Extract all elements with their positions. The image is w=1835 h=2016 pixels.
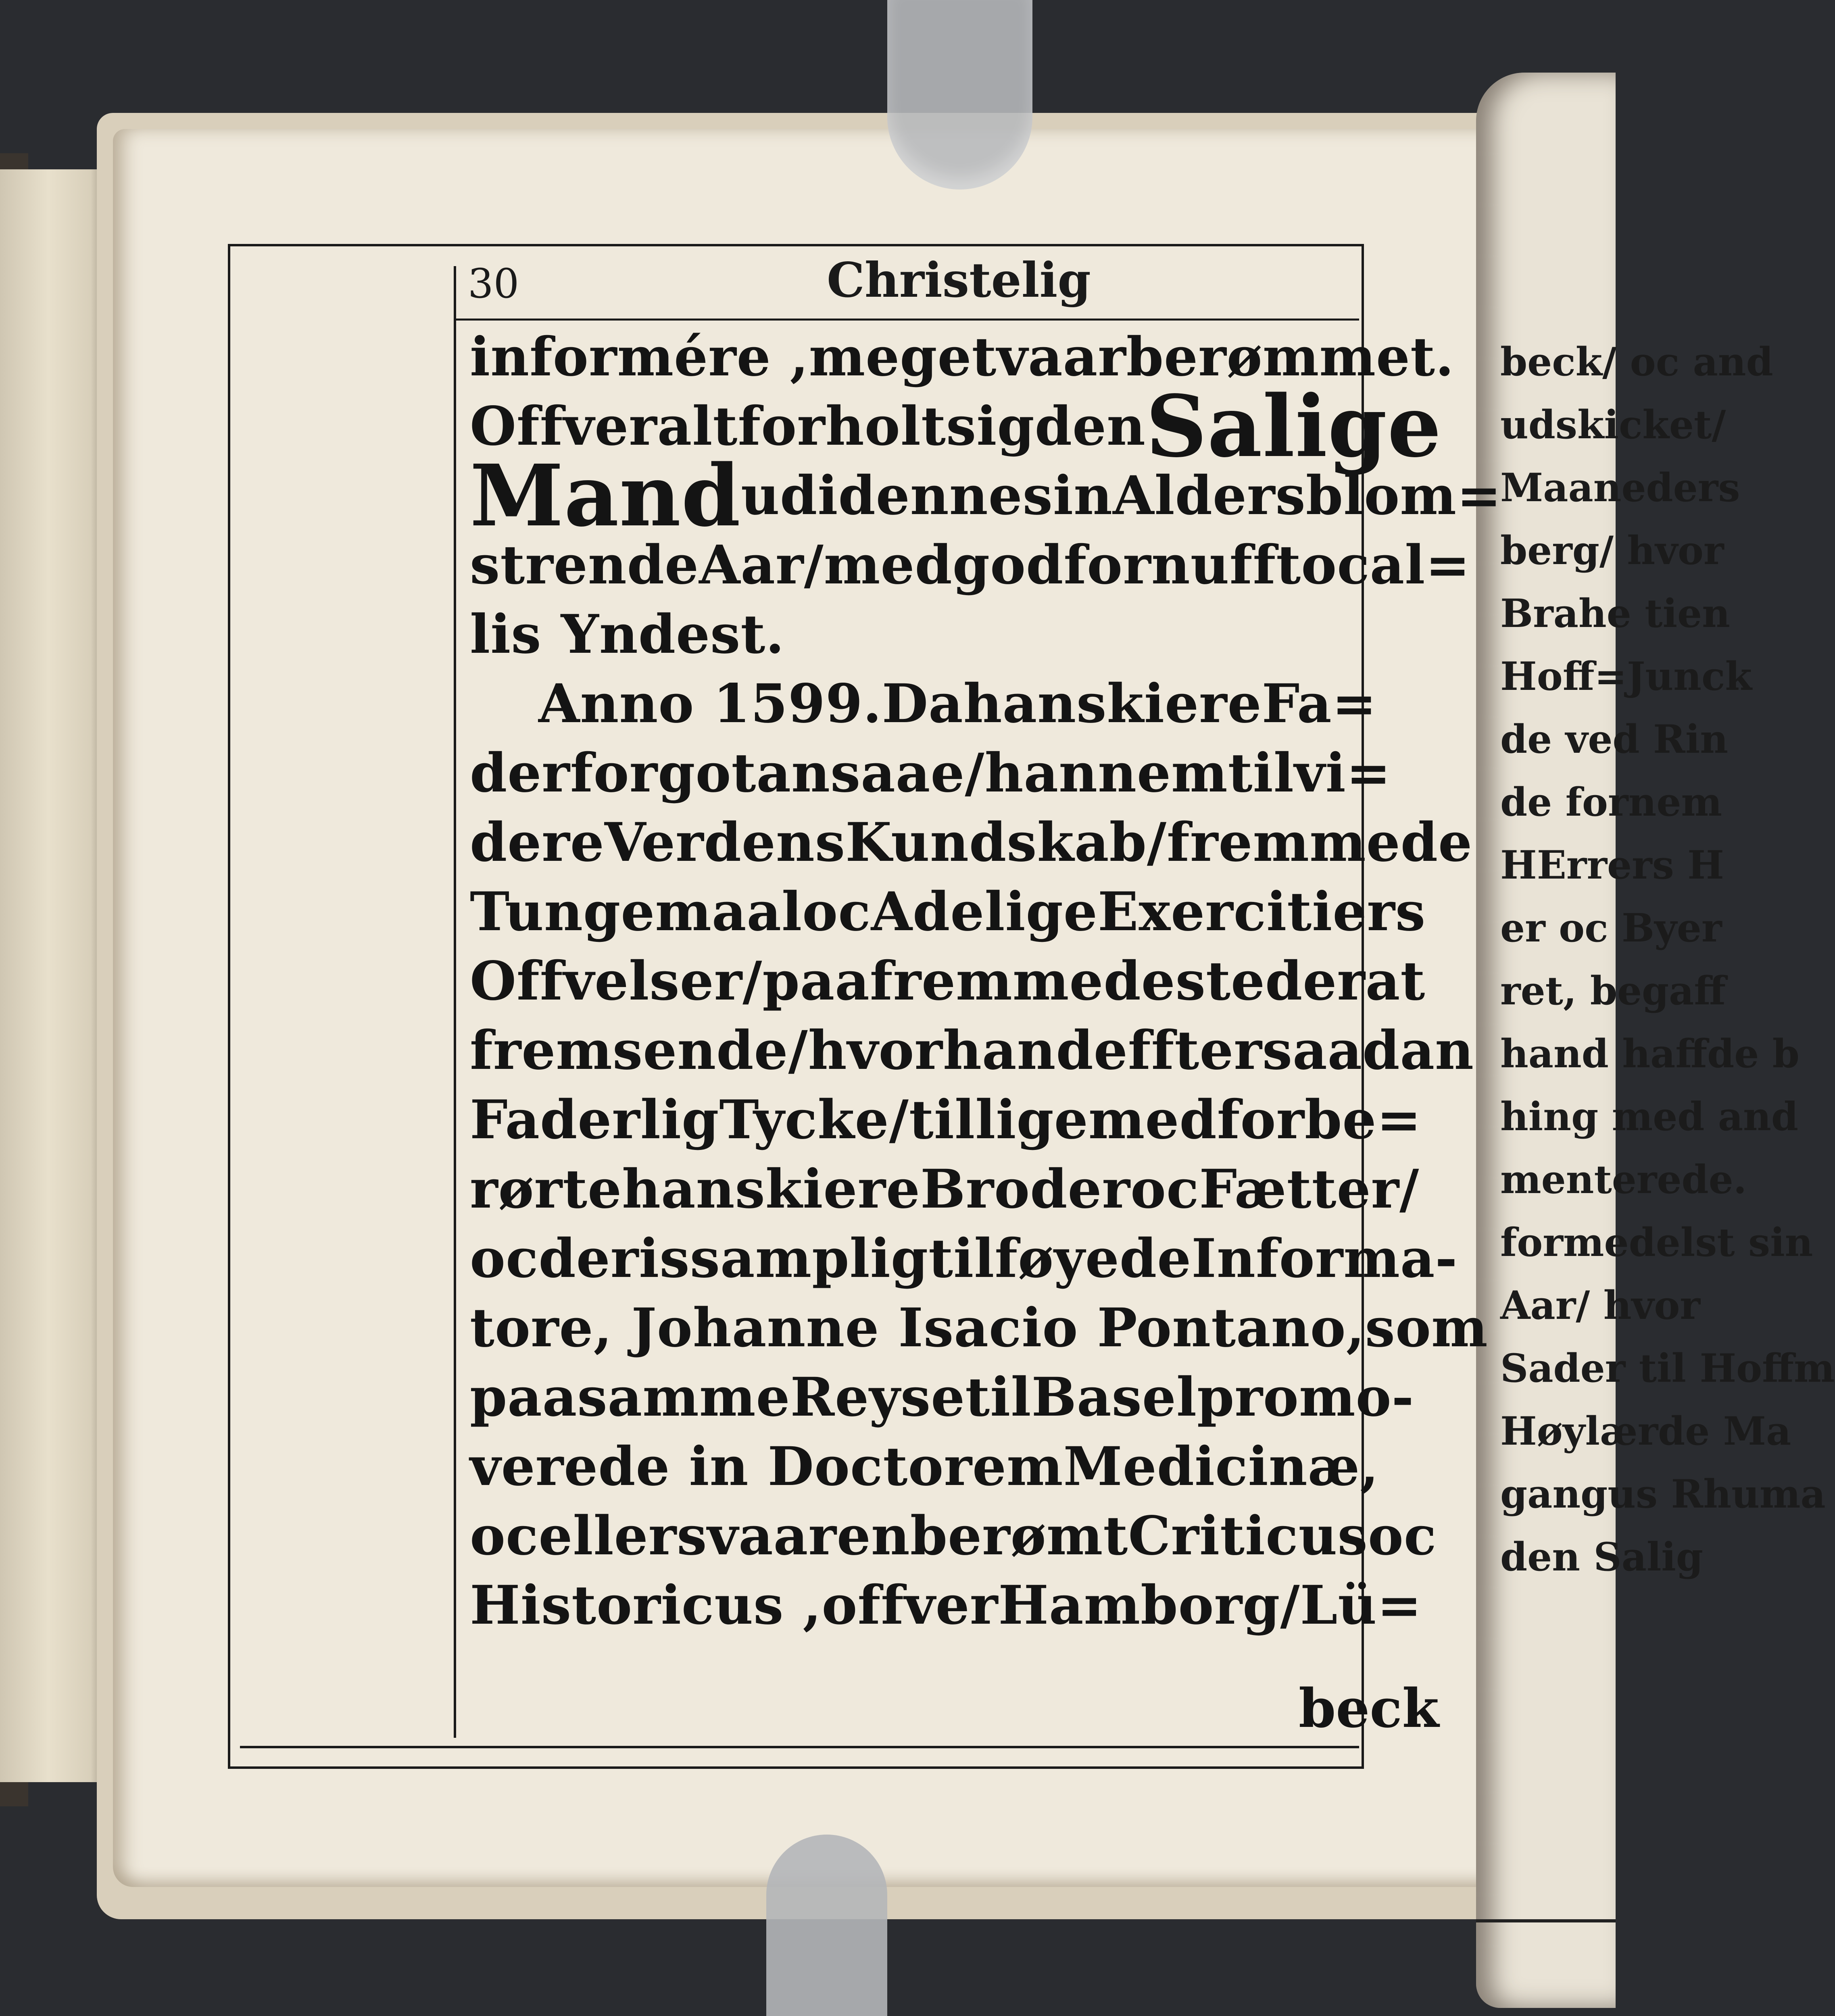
text-word: fremmede [870,950,1176,1012]
facing-page-line: hand haffde b [1500,1031,1800,1077]
text-word: Verdens [604,811,846,874]
text-word: paa [762,950,870,1012]
facing-page-line: gangus Rhuma [1500,1471,1826,1517]
text-word: Broder [920,1158,1130,1220]
text-word: Alders [1113,464,1306,527]
text-line [470,446,1502,546]
text-line [470,1155,1420,1224]
facing-page-line: Sader til Hoffm [1500,1345,1835,1391]
facing-page-line: Maaneders [1500,465,1740,510]
text-word: tore, Johanne Isacio Pontano, [470,1297,1365,1359]
text-word: tilføyede [928,1227,1192,1290]
text-word: Medicinæ [1063,1435,1360,1498]
text-word: til [1228,742,1294,804]
text-word: god [952,534,1064,596]
facing-page-line: udskicket/ [1500,402,1726,448]
text-line [470,1085,1422,1155]
text-word: hans [622,1158,765,1220]
text-word: verede in Doctorem [470,1435,1063,1498]
text-line [470,739,1391,808]
text-word: hans [963,673,1107,735]
text-word: til [965,1366,1032,1429]
text-word: kiere [1107,673,1262,735]
text-word: fornufft [1063,534,1301,596]
text-word: fremmede [1167,811,1472,874]
text-line [470,669,1377,739]
text-word: alt [657,395,738,458]
facing-page-line: ret, begaff [1500,968,1726,1014]
facing-page-text [1500,331,1835,1589]
running-head [468,252,1355,312]
text-line [470,1016,1474,1085]
text-word: Offver [470,395,657,458]
text-word: kiere [765,1158,921,1220]
text-word: Da [882,673,963,735]
text-word: den [1034,395,1146,458]
text-word: med [1088,1089,1217,1151]
text-word: vi= [1294,742,1391,804]
text-word: forholt [738,395,946,458]
facing-page-line: Brahe tien [1500,591,1730,636]
text-word: for [570,742,658,804]
text-word: Historicus , [470,1574,822,1637]
text-word: informére , [470,326,809,388]
text-word: Adelige [871,881,1098,943]
text-word: berømt [910,1505,1128,1567]
text-word: Faderlig [470,1089,719,1151]
text-word: samme [577,1366,790,1429]
text-column-border [454,266,456,1738]
text-word: ansaae/ [756,742,985,804]
text-word: oc [1368,1505,1437,1567]
text-word: got [658,742,757,804]
text-word: strende [470,534,699,596]
header-rule [454,319,1359,321]
facing-page-line: berg/ hvor [1500,528,1724,573]
text-word: vaar [997,326,1126,388]
text-word: denne [838,464,1023,527]
text-word: blom= [1305,464,1502,527]
text-word: al= [1370,534,1470,596]
text-word: forbe= [1217,1089,1422,1151]
text-word: / [889,1089,909,1151]
text-word: som [1365,1297,1488,1359]
text-line [470,1293,1488,1363]
text-word: fremsende/ [470,1019,808,1082]
page-number: 30 [468,260,519,307]
facing-page-line: Aar/ hvor [1500,1283,1700,1328]
text-word: at [1365,950,1426,1012]
facing-page [1476,73,1835,2008]
text-word: oc [470,1505,539,1567]
text-word: Aar/ [699,534,824,596]
text-word: udi [741,464,838,527]
text-word: Anno 1599. [538,673,882,735]
facing-page-line: hing med and [1500,1094,1798,1139]
text-word: saadan [1262,1019,1474,1082]
text-word: Reyse [790,1366,965,1429]
text-word: meget [809,326,997,388]
body-text [470,323,1502,1640]
text-word: Mand [470,446,741,546]
facing-page-line: de ved Rin [1500,716,1729,762]
text-word: hannem [984,742,1228,804]
text-word: lis [470,603,542,666]
facing-page-line: formedelst sin [1500,1220,1813,1265]
text-word: hvor [808,1019,943,1082]
text-word: Fa= [1262,673,1377,735]
text-word: deris [538,1227,690,1290]
text-word: Tungemaal [470,881,803,943]
text-line [470,531,1470,600]
facing-page-line: de fornem [1500,779,1722,825]
text-word: med [824,534,953,596]
text-word: oc [470,1227,539,1290]
text-word: Hamborg/ [998,1574,1300,1637]
text-line [470,600,1359,669]
facing-page-line: er oc Byer [1500,905,1722,951]
text-word: paa [470,1366,578,1429]
text-word: effter [1093,1019,1262,1082]
text-word: Lü= [1300,1574,1422,1637]
facing-page-rule [1476,1919,1616,1922]
text-word: dere [470,811,605,874]
text-word: Fætter/ [1199,1158,1420,1220]
text-word: hand [943,1019,1094,1082]
text-word: Basel [1031,1366,1197,1429]
text-line [470,1502,1437,1571]
text-line [470,1224,1458,1293]
text-word: vaar [707,1505,837,1567]
facing-page-line: Høylærde Ma [1500,1408,1791,1454]
text-word: Kundskab/ [845,811,1167,874]
text-word: promo- [1197,1366,1414,1429]
text-word: rørte [470,1158,622,1220]
text-word: Tycke [719,1089,889,1151]
text-word: Yndest. [561,603,785,666]
text-word: offver [822,1574,999,1637]
text-word: Exercitiers [1097,881,1426,943]
running-title: Christelig [827,252,1091,308]
text-word: steder [1175,950,1366,1012]
text-word: Criticus [1128,1505,1368,1567]
facing-page-line: Hoff=Junck [1500,654,1752,699]
text-line [470,808,1472,877]
facing-page-line: menterede. [1500,1157,1747,1202]
text-word: oc [802,881,871,943]
text-word: der [470,742,570,804]
page-clip-top [887,0,1032,190]
text-word: sin [1022,464,1113,527]
text-word: tillige [909,1089,1088,1151]
facing-page-line: HErrers H [1500,842,1724,888]
text-word: , [1360,1435,1379,1498]
text-word: samplig [690,1227,929,1290]
text-line [470,1363,1414,1432]
text-word: Offvelser/ [470,950,763,1012]
bottom-rule [240,1746,1359,1748]
text-line [470,947,1426,1016]
text-word: berømmet. [1126,326,1454,388]
text-word: oc [1130,1158,1199,1220]
text-line [470,1571,1422,1640]
facing-page-line: den Salig [1500,1534,1704,1580]
facing-page-line: beck/ oc and [1500,339,1773,385]
page-clip-bottom [766,1835,887,2016]
text-word: en [836,1505,910,1567]
text-word: sig [946,395,1035,458]
text-word: Salige [1145,377,1442,476]
text-line [470,877,1426,947]
text-word: ellers [538,1505,707,1567]
text-word: Informa- [1191,1227,1458,1290]
catchword: beck [1299,1677,1439,1740]
text-line [470,1432,1379,1502]
text-word: oc [1301,534,1370,596]
